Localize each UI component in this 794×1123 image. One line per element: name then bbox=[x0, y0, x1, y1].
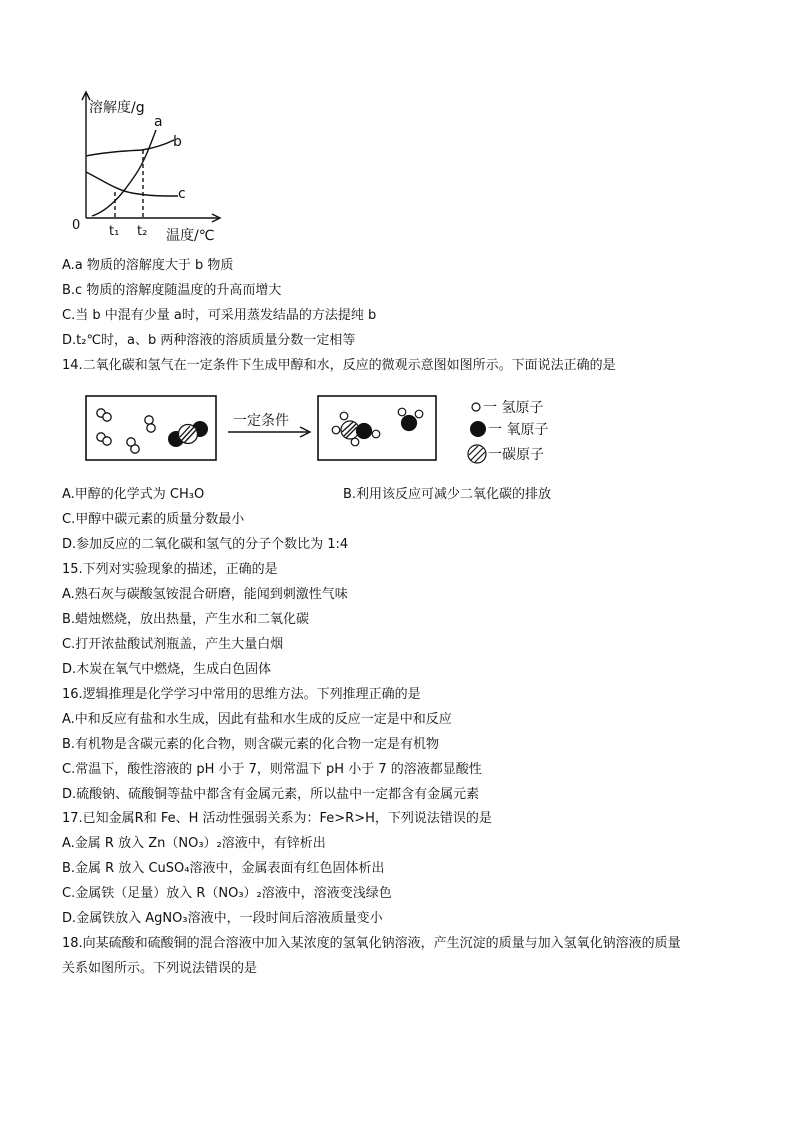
curve-a bbox=[92, 130, 156, 216]
q13-option-b: B.c 物质的溶解度随温度的升高而增大 bbox=[62, 283, 282, 298]
oxygen-atom-legend-icon bbox=[470, 421, 486, 437]
water-molecule bbox=[398, 408, 423, 430]
q15-option-b: B.蜡烛燃烧，放出热量，产生水和二氧化碳 bbox=[62, 612, 310, 627]
x-axis-label: 温度/℃ bbox=[166, 228, 215, 244]
q17-option-b: B.金属 R 放入 CuSO₄溶液中，金属表面有红色固体析出 bbox=[62, 861, 385, 876]
q17-option-a: A.金属 R 放入 Zn（NO₃）₂溶液中，有锌析出 bbox=[62, 836, 326, 851]
q16-option-a: A.中和反应有盐和水生成，因此有盐和水生成的反应一定是中和反应 bbox=[62, 712, 452, 727]
q15-option-a: A.熟石灰与碳酸氢铵混合研磨，能闻到刺激性气味 bbox=[62, 587, 348, 602]
q16-stem: 16.逻辑推理是化学学习中常用的思维方法。下列推理正确的是 bbox=[62, 687, 421, 702]
q15-stem: 15.下列对实验现象的描述，正确的是 bbox=[62, 562, 278, 577]
q14-stem: 14.二氧化碳和氢气在一定条件下生成甲醇和水，反应的微观示意图如图所示。下面说法正确的是 bbox=[62, 358, 616, 373]
q18-stem-line-2: 关系如图所示。下列说法错误的是 bbox=[62, 961, 258, 976]
carbon-atom-legend-icon bbox=[468, 445, 486, 463]
curve-c bbox=[86, 172, 178, 196]
hydrogen-atom-legend-icon bbox=[472, 403, 480, 411]
curve-b bbox=[86, 140, 174, 156]
q14-option-c: C.甲醇中碳元素的质量分数最小 bbox=[62, 512, 245, 527]
curve-a-label: a bbox=[154, 114, 163, 130]
origin-label: 0 bbox=[72, 218, 81, 233]
q16-option-c: C.常温下，酸性溶液的 pH 小于 7，则常温下 pH 小于 7 的溶液都显酸性 bbox=[62, 762, 482, 777]
curve-c-label: c bbox=[178, 186, 186, 202]
q14-option-d: D.参加反应的二氧化碳和氢气的分子个数比为 1:4 bbox=[62, 537, 349, 552]
reaction-diagram bbox=[80, 392, 570, 472]
q17-option-c: C.金属铁（足量）放入 R（NO₃）₂溶液中，溶液变浅绿色 bbox=[62, 886, 392, 901]
methanol-molecule bbox=[332, 412, 380, 446]
q15-option-c: C.打开浓盐酸试剂瓶盖，产生大量白烟 bbox=[62, 637, 284, 652]
legend-hydrogen: 一 氢原子 bbox=[483, 400, 544, 416]
q13-option-d: D.t₂℃时，a、b 两种溶液的溶质质量分数一定相等 bbox=[62, 333, 356, 348]
solubility-graph bbox=[70, 88, 230, 244]
q16-option-b: B.有机物是含碳元素的化合物，则含碳元素的化合物一定是有机物 bbox=[62, 737, 440, 752]
q17-stem: 17.已知金属R和 Fe、H 活动性强弱关系为：Fe>R>H，下列说法错误的是 bbox=[62, 811, 492, 826]
q14-option-a: A.甲醇的化学式为 CH₃O bbox=[62, 487, 205, 502]
q17-option-d: D.金属铁放入 AgNO₃溶液中，一段时间后溶液质量变小 bbox=[62, 911, 383, 926]
h2-molecule-3 bbox=[145, 416, 153, 424]
q13-option-a: A.a 物质的溶解度大于 b 物质 bbox=[62, 258, 234, 273]
legend-oxygen: 一 氧原子 bbox=[488, 422, 549, 438]
co2-molecule bbox=[168, 421, 208, 447]
curve-b-label: b bbox=[173, 134, 182, 150]
legend-carbon: 一碳原子 bbox=[488, 447, 544, 463]
t2-label: t₂ bbox=[137, 224, 148, 239]
q14-option-b: B.利用该反应可减少二氧化碳的排放 bbox=[343, 487, 552, 502]
q16-option-d: D.硫酸钠、硫酸铜等盐中都含有金属元素，所以盐中一定都含有金属元素 bbox=[62, 787, 480, 802]
q13-option-c: C.当 b 中混有少量 a时，可采用蒸发结晶的方法提纯 b bbox=[62, 308, 377, 323]
q15-option-d: D.木炭在氧气中燃烧，生成白色固体 bbox=[62, 662, 272, 677]
q18-stem-line-1: 18.向某硫酸和硫酸铜的混合溶液中加入某浓度的氢氧化钠溶液，产生沉淀的质量与加入氢氧化钠溶液的质量 bbox=[62, 936, 681, 951]
reaction-condition-label: 一定条件 bbox=[233, 413, 289, 429]
t1-label: t₁ bbox=[109, 224, 120, 239]
y-axis-label: 溶解度/g bbox=[89, 100, 145, 116]
